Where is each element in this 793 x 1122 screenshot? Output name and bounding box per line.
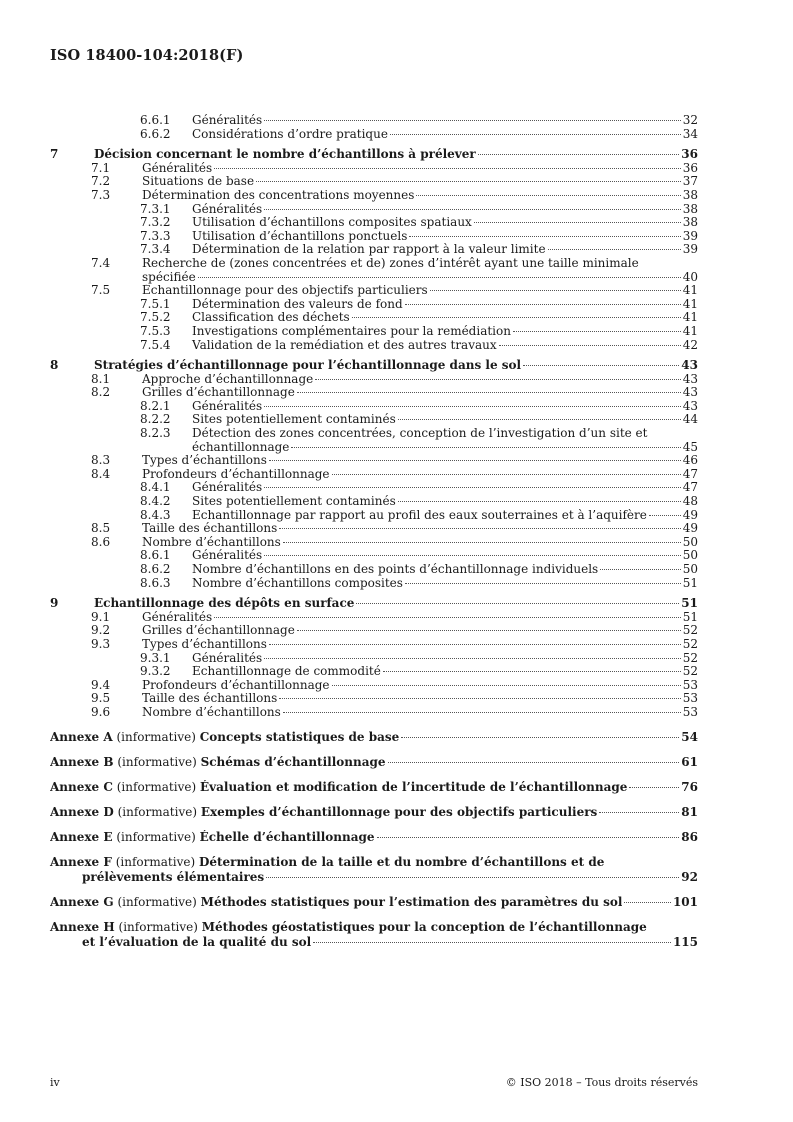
toc-number: 9.3.1 — [140, 650, 171, 665]
dot-leader — [416, 195, 680, 196]
toc-page: 43 — [682, 371, 698, 386]
dot-leader — [266, 877, 679, 878]
toc-entry[interactable] — [50, 162, 698, 176]
table-of-contents — [50, 114, 698, 950]
toc-entry[interactable] — [50, 468, 698, 482]
toc-page: 47 — [682, 466, 698, 481]
annex-type: (informative) — [116, 729, 196, 744]
toc-number: 9.2 — [91, 623, 111, 638]
toc-entry[interactable] — [50, 216, 698, 230]
toc-title: Utilisation d’échantillons composites spatiaux — [192, 216, 472, 230]
toc-section-8[interactable] — [50, 359, 698, 373]
toc-number: 7.4 — [91, 255, 111, 270]
toc-title: Taille des échantillons — [142, 692, 278, 706]
toc-page: 92 — [681, 869, 698, 884]
toc-number: 7.3.4 — [140, 242, 171, 257]
toc-title: Échantillonnage pour des objectifs particuliers — [142, 284, 428, 298]
toc-title: Grilles d’échantillonnage — [142, 386, 295, 400]
toc-number: 8 — [50, 358, 59, 373]
toc-annex-a[interactable] — [50, 730, 698, 745]
toc-number: 7.5 — [91, 283, 111, 298]
dot-leader — [430, 290, 681, 291]
toc-annex-d[interactable] — [50, 805, 698, 820]
toc-entry[interactable] — [50, 311, 698, 325]
toc-title: Détermination des valeurs de fond — [192, 297, 403, 311]
toc-title: Généralités — [192, 651, 263, 665]
toc-page: 81 — [681, 804, 698, 819]
toc-entry[interactable] — [50, 413, 698, 427]
dot-leader — [283, 712, 681, 713]
toc-entry[interactable] — [50, 189, 698, 203]
dot-leader — [398, 501, 681, 502]
page-footer — [50, 1076, 698, 1089]
annex-label: Annexe E — [50, 829, 113, 844]
dot-leader — [649, 515, 681, 516]
annex-type: (informative) — [117, 754, 197, 769]
dot-leader — [297, 392, 681, 393]
annex-label: Annexe F — [50, 854, 112, 869]
toc-title: Profondeurs d’échantillonnage — [142, 678, 330, 692]
toc-entry[interactable] — [50, 522, 698, 536]
toc-annex-g[interactable] — [50, 895, 698, 910]
toc-entry[interactable] — [50, 549, 698, 563]
toc-page: 43 — [682, 398, 698, 413]
toc-entry[interactable] — [50, 203, 698, 217]
toc-annex-b[interactable] — [50, 755, 698, 770]
toc-page: 50 — [682, 562, 698, 576]
toc-entry[interactable] — [50, 400, 698, 414]
toc-page: 38 — [682, 201, 698, 216]
toc-page: 41 — [682, 323, 698, 338]
annex-type: (informative) — [115, 854, 196, 869]
annex-label: Annexe G — [50, 894, 114, 909]
toc-title: Détermination des concentrations moyennes — [142, 188, 415, 202]
toc-number: 8.6.2 — [140, 562, 171, 576]
toc-number: 7.5.2 — [140, 310, 171, 325]
document-id: ISO 18400-104:2018(F) — [50, 47, 244, 64]
annex-label: Annexe C — [50, 779, 113, 794]
toc-number: 9.5 — [91, 691, 111, 706]
annex-list — [50, 730, 698, 950]
toc-number: 9.3.2 — [140, 664, 171, 679]
toc-entry[interactable] — [50, 454, 698, 468]
toc-page: 36 — [682, 160, 698, 175]
toc-entry[interactable] — [50, 611, 698, 625]
toc-section-9[interactable] — [50, 597, 698, 611]
toc-number: 8.2.1 — [140, 398, 171, 413]
dot-leader — [279, 528, 680, 529]
toc-title: Généralités — [142, 161, 213, 175]
dot-leader — [297, 630, 681, 631]
toc-title: Recherche de (zones concentrées et de) zones d’intérêt ayant une taille minimale — [142, 256, 639, 270]
toc-entry[interactable] — [50, 624, 698, 638]
dot-leader — [313, 942, 671, 943]
dot-leader — [214, 168, 681, 169]
dot-leader — [256, 181, 681, 182]
toc-page: 51 — [681, 596, 698, 611]
dot-leader — [291, 447, 680, 448]
toc-page: 50 — [682, 548, 698, 563]
toc-number: 6.6.2 — [140, 126, 171, 141]
toc-page: 40 — [682, 269, 698, 284]
annex-type: (informative) — [116, 779, 197, 794]
toc-page: 49 — [682, 507, 698, 522]
toc-page: 38 — [682, 187, 698, 202]
toc-annex-f[interactable] — [50, 855, 698, 885]
annex-title: Échelle d’échantillonnage — [199, 829, 375, 844]
toc-page: 48 — [682, 494, 698, 509]
annex-label: Annexe H — [50, 919, 115, 934]
toc-page: 41 — [682, 296, 698, 311]
toc-page: 61 — [681, 754, 698, 769]
toc-title: Classification des déchets — [192, 311, 350, 325]
annex-type: (informative) — [117, 804, 198, 819]
toc-page: 53 — [682, 691, 698, 706]
toc-page: 43 — [682, 385, 698, 400]
toc-page: 49 — [682, 521, 698, 536]
toc-title: Nombre d’échantillons — [142, 535, 281, 549]
toc-number: 8.1 — [91, 371, 111, 386]
dot-leader — [264, 120, 681, 121]
annex-type: (informative) — [117, 894, 197, 909]
toc-page: 52 — [682, 636, 698, 651]
toc-entry[interactable] — [50, 230, 698, 244]
toc-number: 8.4.1 — [140, 480, 171, 495]
annex-title: Méthodes géostatistiques pour la conception de l’échantillonnage — [201, 919, 647, 934]
dot-leader — [405, 583, 681, 584]
toc-number: 8.3 — [91, 453, 111, 468]
toc-page: 52 — [682, 650, 698, 665]
toc-page: 86 — [681, 829, 698, 844]
dot-leader — [409, 236, 680, 237]
toc-entry[interactable] — [50, 257, 698, 284]
toc-entry[interactable] — [50, 563, 698, 577]
toc-title: Nombre d’échantillons composites — [192, 576, 403, 590]
annex-title: Détermination de la taille et du nombre d’échantillons et de — [198, 854, 605, 869]
dot-leader — [332, 474, 681, 475]
toc-title: Généralités — [192, 549, 263, 563]
toc-title: Généralités — [192, 202, 263, 216]
toc-title: Grilles d’échantillonnage — [142, 624, 295, 638]
annex-label: Annexe B — [50, 754, 114, 769]
toc-number: 8.2.2 — [140, 412, 171, 427]
toc-page: 54 — [681, 729, 698, 744]
toc-page: 51 — [682, 575, 698, 590]
toc-title: Stratégies d’échantillonnage pour l’échantillonnage dans le sol — [94, 359, 522, 373]
toc-page: 32 — [682, 113, 698, 127]
toc-number: 7.1 — [91, 160, 111, 175]
toc-number: 8.2.3 — [140, 426, 171, 441]
toc-entry[interactable] — [50, 175, 698, 189]
dot-leader — [264, 209, 681, 210]
toc-page: 41 — [682, 283, 698, 298]
annex-title: Évaluation et modification de l’incertitude de l’échantillonnage — [199, 779, 628, 794]
dot-leader — [214, 617, 681, 618]
toc-page: 37 — [682, 174, 698, 189]
toc-number: 7.3 — [91, 187, 111, 202]
toc-entry[interactable] — [50, 373, 698, 387]
dot-leader — [315, 379, 680, 380]
toc-title: Approche d’échantillonnage — [142, 372, 314, 386]
toc-title: Détermination de la relation par rapport à la valeur limite — [192, 243, 546, 257]
toc-entry[interactable] — [50, 652, 698, 666]
toc-entry-6-6-2[interactable] — [50, 128, 698, 142]
toc-entry[interactable] — [50, 692, 698, 706]
dot-leader — [398, 419, 681, 420]
toc-page: 41 — [682, 310, 698, 325]
toc-page: 47 — [682, 480, 698, 495]
toc-entry[interactable] — [50, 665, 698, 679]
toc-number: 7.5.3 — [140, 323, 171, 338]
toc-title: Généralités — [142, 610, 213, 624]
dot-leader — [629, 787, 679, 788]
toc-number: 8.4 — [91, 466, 111, 481]
toc-entry[interactable] — [50, 339, 698, 353]
dot-leader — [279, 698, 680, 699]
toc-number: 9.3 — [91, 636, 111, 651]
dot-leader — [198, 277, 681, 278]
toc-page: 53 — [682, 704, 698, 719]
toc-page: 46 — [682, 453, 698, 468]
dot-leader — [548, 249, 681, 250]
toc-page: 115 — [672, 934, 698, 949]
toc-entry[interactable] — [50, 481, 698, 495]
annex-title: Concepts statistiques de base — [199, 729, 400, 744]
toc-page: 101 — [672, 894, 698, 909]
dot-leader — [405, 304, 681, 305]
toc-number: 9.1 — [91, 609, 111, 624]
toc-entry[interactable] — [50, 536, 698, 550]
toc-entry[interactable] — [50, 679, 698, 693]
toc-number: 6.6.1 — [140, 113, 171, 127]
toc-number: 7.5.1 — [140, 296, 171, 311]
annex-type: (informative) — [118, 919, 198, 934]
dot-leader — [401, 737, 679, 738]
toc-number: 7.3.3 — [140, 228, 171, 243]
annex-label: Annexe D — [50, 804, 114, 819]
annex-title-continued: prélèvements élémentaires — [82, 869, 265, 884]
annex-title-continued: et l’évaluation de la qualité du sol — [82, 934, 312, 949]
annex-title: Schémas d’échantillonnage — [200, 754, 386, 769]
toc-title: Détection des zones concentrées, conception de l’investigation d’un site et — [192, 427, 648, 441]
dot-leader — [499, 345, 681, 346]
toc-number: 7.3.2 — [140, 215, 171, 230]
dot-leader — [523, 365, 679, 366]
toc-number: 8.5 — [91, 521, 111, 536]
toc-page: 52 — [682, 664, 698, 679]
toc-page: 45 — [682, 439, 698, 454]
toc-title: Types d’échantillons — [142, 454, 267, 468]
dot-leader — [377, 837, 680, 838]
toc-title: Échantillonnage de commodité — [192, 665, 381, 679]
toc-title: Taille des échantillons — [142, 522, 278, 536]
toc-entry[interactable] — [50, 495, 698, 509]
dot-leader — [269, 460, 681, 461]
annex-type: (informative) — [116, 829, 196, 844]
toc-number: 9.6 — [91, 704, 111, 719]
toc-page: 39 — [682, 228, 698, 243]
toc-number: 7.5.4 — [140, 337, 171, 352]
toc-title: Nombre d’échantillons — [142, 705, 281, 719]
toc-page: 36 — [681, 147, 698, 162]
toc-entry[interactable] — [50, 638, 698, 652]
toc-title: Nombre d’échantillons en des points d’échantillonnage individuels — [192, 563, 599, 576]
toc-entry-6-6-1[interactable] — [50, 114, 698, 128]
toc-number: 8.6.3 — [140, 575, 171, 590]
dot-leader — [474, 222, 681, 223]
dot-leader — [264, 406, 681, 407]
toc-page: 50 — [682, 534, 698, 549]
dot-leader — [390, 134, 681, 135]
dot-leader — [600, 569, 681, 570]
toc-title-continued: spécifiée — [142, 270, 196, 284]
toc-page: 39 — [682, 242, 698, 257]
toc-title: Sites potentiellement contaminés — [192, 413, 396, 427]
toc-entry[interactable] — [50, 243, 698, 257]
toc-page: 52 — [682, 623, 698, 638]
dot-leader — [264, 555, 681, 556]
toc-number: 8.6 — [91, 534, 111, 549]
dot-leader — [478, 154, 680, 155]
toc-title: Échantillonnage des dépôts en surface — [94, 597, 355, 611]
toc-number: 8.4.3 — [140, 507, 171, 522]
toc-entry[interactable] — [50, 325, 698, 339]
toc-number: 7.3.1 — [140, 201, 171, 216]
toc-page: 51 — [682, 609, 698, 624]
dot-leader — [513, 331, 681, 332]
toc-title: Décision concernant le nombre d’échantillons à prélever — [94, 148, 476, 162]
dot-leader — [264, 658, 681, 659]
annex-label: Annexe A — [50, 729, 113, 744]
dot-leader — [269, 644, 681, 645]
dot-leader — [283, 542, 681, 543]
toc-entry[interactable] — [50, 509, 698, 523]
toc-title: Types d’échantillons — [142, 637, 267, 651]
dot-leader — [383, 671, 681, 672]
toc-title: Situations de base — [142, 175, 255, 189]
toc-entry[interactable] — [50, 386, 698, 400]
toc-title: Validation de la remédiation et des autres travaux — [192, 338, 497, 352]
toc-page: 44 — [682, 412, 698, 427]
toc-page: 38 — [682, 215, 698, 230]
toc-title: Profondeurs d’échantillonnage — [142, 467, 330, 481]
toc-number: 9 — [50, 596, 59, 611]
toc-entry[interactable] — [50, 577, 698, 591]
annex-title: Exemples d’échantillonnage pour des objectifs particuliers — [200, 804, 598, 819]
toc-number: 8.2 — [91, 385, 111, 400]
toc-title: Généralités — [192, 481, 263, 495]
toc-title-continued: échantillonnage — [192, 440, 290, 454]
dot-leader — [388, 762, 680, 763]
toc-title: Échantillonnage par rapport au profil des eaux souterraines et à l’aquifère — [192, 508, 647, 522]
toc-number: 8.4.2 — [140, 494, 171, 509]
toc-title: Considérations d’ordre pratique — [192, 127, 388, 141]
toc-title: Généralités — [192, 399, 263, 413]
toc-entry[interactable] — [50, 298, 698, 312]
toc-annex-h[interactable] — [50, 920, 698, 950]
dot-leader — [332, 685, 681, 686]
toc-annex-c[interactable] — [50, 780, 698, 795]
toc-title: Utilisation d’échantillons ponctuels — [192, 229, 408, 243]
toc-number: 7.2 — [91, 174, 111, 189]
toc-entry[interactable] — [50, 427, 698, 454]
dot-leader — [599, 812, 679, 813]
toc-page: 34 — [682, 126, 698, 141]
toc-page: 76 — [681, 779, 698, 794]
toc-page: 43 — [681, 358, 698, 373]
copyright-notice: © ISO 2018 – Tous droits réservés — [505, 1076, 698, 1089]
toc-title: Généralités — [192, 114, 263, 127]
toc-page: 53 — [682, 677, 698, 692]
annex-title: Méthodes statistiques pour l’estimation des paramètres du sol — [200, 894, 623, 909]
dot-leader — [264, 487, 681, 488]
toc-number: 9.4 — [91, 677, 111, 692]
toc-page: 42 — [682, 337, 698, 352]
dot-leader — [356, 603, 679, 604]
toc-title: Sites potentiellement contaminés — [192, 495, 396, 509]
page-number: iv — [50, 1076, 60, 1089]
toc-entry[interactable] — [50, 706, 698, 720]
toc-number: 7 — [50, 147, 59, 162]
dot-leader — [352, 317, 681, 318]
toc-section-7[interactable] — [50, 148, 698, 162]
dot-leader — [624, 902, 670, 903]
toc-title: Investigations complémentaires pour la remédiation — [192, 324, 511, 338]
toc-annex-e[interactable] — [50, 830, 698, 845]
toc-entry[interactable] — [50, 284, 698, 298]
toc-number: 8.6.1 — [140, 548, 171, 563]
